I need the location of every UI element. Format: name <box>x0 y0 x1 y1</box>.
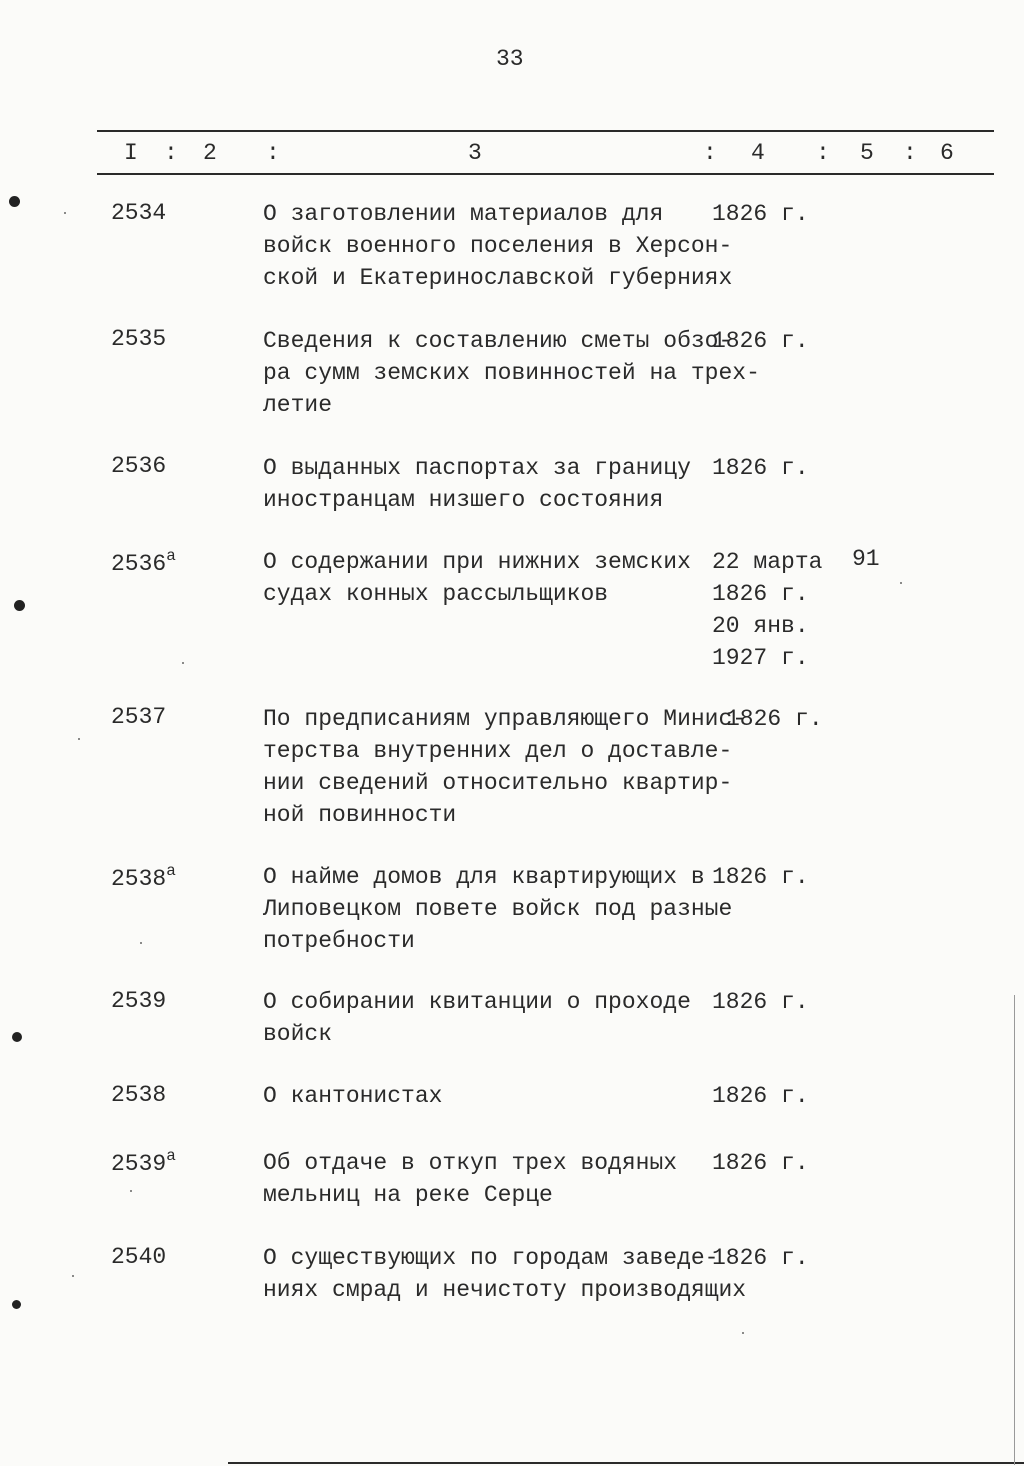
column-separator: : <box>903 140 917 166</box>
description-line: ной повинности <box>263 802 457 828</box>
item-suffix: а <box>166 1147 176 1165</box>
scan-speck <box>182 662 184 664</box>
description-line: О кантонистах <box>263 1083 443 1109</box>
column-separator: : <box>816 140 830 166</box>
description-line: Об отдаче в откуп трех водяных <box>263 1150 678 1176</box>
item-description <box>263 1080 442 1112</box>
item-number: 2536 <box>111 453 167 479</box>
page-edge-line <box>1014 995 1015 1465</box>
item-date: 22 марта 1826 г. 20 янв. 1927 г. <box>712 549 823 671</box>
item-number: 2537 <box>111 704 167 730</box>
description-line: О выданных паспортах за границу <box>263 455 691 481</box>
item-description <box>263 1242 746 1306</box>
item-date: 1826 г. <box>712 1245 809 1271</box>
column-header-3: 3 <box>468 140 482 166</box>
description-line: ской и Екатеринославской губерниях <box>263 265 733 291</box>
item-date: 1826 г. <box>712 864 809 890</box>
item-number: $2539^а$ <box>111 1147 176 1177</box>
item-date: 1826 г. <box>726 706 823 732</box>
column-header-1: I <box>124 140 138 166</box>
description-line: иностранцам низшего состояния <box>263 487 664 513</box>
scan-speck <box>78 738 80 740</box>
description-line: О содержании при нижних земских <box>263 549 691 575</box>
description-line: судах конных рассыльщиков <box>263 581 609 607</box>
bottom-rule <box>228 1462 1024 1464</box>
description-line: потребности <box>263 928 415 954</box>
item-number: 2538 <box>111 1082 167 1108</box>
column-separator: : <box>703 140 717 166</box>
description-line: Липовецком повете войск под разные <box>263 896 733 922</box>
description-line: Сведения к составлению сметы обзо- <box>263 328 733 354</box>
item-number: $2538^а$ <box>111 862 176 892</box>
item-description <box>263 198 732 294</box>
binding-hole-mark <box>12 1032 22 1042</box>
item-suffix: а <box>166 862 176 880</box>
column-header-4: 4 <box>751 140 765 166</box>
item-number: 2539 <box>111 988 167 1014</box>
description-line: войск <box>263 1021 333 1047</box>
header-bottom-rule <box>97 173 994 175</box>
description-line: летие <box>263 392 333 418</box>
item-number: 2535 <box>111 326 167 352</box>
description-line: По предписаниям управляющего Минис- <box>263 706 747 732</box>
scan-speck <box>900 582 902 584</box>
column-separator: : <box>164 140 178 166</box>
binding-hole-mark <box>14 600 25 611</box>
item-description <box>263 325 760 421</box>
item-description <box>263 546 691 610</box>
item-number: 2534 <box>111 200 167 226</box>
item-date: 1826 г. <box>712 455 809 481</box>
item-date: 1826 г. <box>712 328 809 354</box>
item-description <box>263 986 691 1050</box>
item-description <box>263 1147 677 1211</box>
scan-speck <box>140 942 142 944</box>
description-line: ра сумм земских повинностей на трех- <box>263 360 760 386</box>
scan-speck <box>742 1332 744 1334</box>
item-date: 1826 г. <box>712 1083 809 1109</box>
item-description <box>263 703 746 831</box>
description-line: терства внутренних дел о доставле- <box>263 738 733 764</box>
description-line: ниях смрад и нечистоту производящих <box>263 1277 747 1303</box>
item-date: 1826 г. <box>712 1150 809 1176</box>
item-date: 1826 г. <box>712 201 809 227</box>
item-number: $2536^а$ <box>111 547 176 577</box>
binding-hole-mark <box>12 1300 21 1309</box>
item-date: 1826 г. <box>712 989 809 1015</box>
description-line: О заготовлении материалов для <box>263 201 664 227</box>
column-header-5: 5 <box>860 140 874 166</box>
description-line: нии сведений относительно квартир- <box>263 770 733 796</box>
description-line: войск военного поселения в Херсон- <box>263 233 733 259</box>
page-number: 33 <box>496 46 524 72</box>
description-line: О собирании квитанции о проходе <box>263 989 691 1015</box>
scan-speck <box>130 1190 132 1192</box>
item-number: 2540 <box>111 1244 167 1270</box>
scan-speck <box>72 1275 74 1277</box>
description-line: мельниц на реке Серце <box>263 1182 553 1208</box>
scan-speck <box>64 212 66 214</box>
binding-hole-mark <box>9 196 20 207</box>
item-description <box>263 861 732 957</box>
item-description <box>263 452 691 516</box>
item-suffix: а <box>166 547 176 565</box>
description-line: О найме домов для квартирующих в <box>263 864 705 890</box>
header-top-rule <box>97 130 994 132</box>
column-header-2: 2 <box>203 140 217 166</box>
item-sheets: 91 <box>852 546 880 572</box>
column-separator: : <box>266 140 280 166</box>
description-line: О существующих по городам заведе- <box>263 1245 719 1271</box>
column-header-6: 6 <box>940 140 954 166</box>
